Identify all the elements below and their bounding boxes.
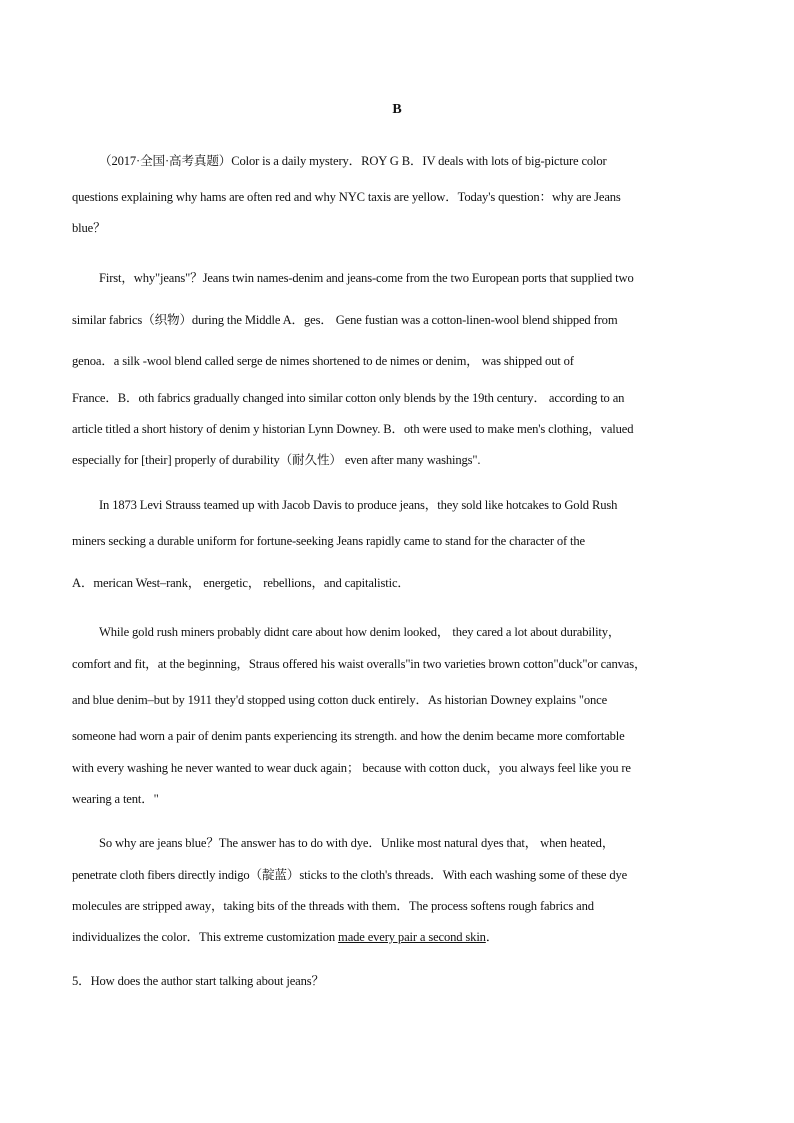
paragraph-line-text: individualizes the color．This extreme customization bbox=[72, 930, 339, 944]
section-title: B bbox=[392, 102, 402, 117]
paragraph-line: with every washing he never wanted to wear duck again； because with cotton duck，you always feel like you re bbox=[72, 761, 631, 775]
paragraph-line: （2017·全国·高考真题）Color is a daily mystery．ROY G B．IV deals with lots of big-picture color bbox=[99, 154, 607, 168]
underlined-phrase: made every pair a second skin bbox=[338, 930, 486, 944]
paragraph-line: wearing a tent．" bbox=[72, 792, 159, 806]
paragraph-line: article titled a short history of denim y historian Lynn Downey. B．oth were used to make men's clothing，valued bbox=[72, 422, 634, 436]
paragraph-line: blue？ bbox=[72, 221, 106, 235]
paragraph-line: molecules are stripped away，taking bits of the threads with them．The process softens rough fabrics and bbox=[72, 899, 594, 913]
paragraph-line: A．merican West–rank， energetic， rebellions，and capitalistic． bbox=[72, 576, 410, 590]
paragraph-line: similar fabrics（织物）during the Middle A．ges． Gene fustian was a cotton-linen-wool blend shipped from bbox=[72, 313, 618, 327]
paragraph-line: France．B．oth fabrics gradually changed into similar cotton only blends by the 19th century． according to an bbox=[72, 391, 625, 405]
paragraph-line: and blue denim–but by 1911 they'd stopped using cotton duck entirely．As historian Downey explains "once bbox=[72, 693, 608, 707]
sentence-period: ． bbox=[485, 930, 499, 944]
paragraph-line: someone had worn a pair of denim pants experiencing its strength. and how the denim became more comfortable bbox=[72, 729, 625, 743]
paragraph-line: penetrate cloth fibers directly indigo（靛蓝）sticks to the cloth's threads．With each washing some of these dye bbox=[72, 868, 628, 882]
paragraph-line: miners secking a durable uniform for fortune-seeking Jeans rapidly came to stand for the character of the bbox=[72, 534, 585, 548]
paragraph-line: In 1873 Levi Strauss teamed up with Jacob Davis to produce jeans，they sold like hotcakes to Gold Rush bbox=[99, 498, 618, 512]
paragraph-line: So why are jeans blue？The answer has to do with dye．Unlike most natural dyes that， when heated， bbox=[99, 836, 615, 850]
paragraph-line: genoa．a silk -wool blend called serge de nimes shortened to de nimes or denim， was shipped out of bbox=[72, 354, 574, 368]
paragraph-line: questions explaining why hams are often red and why NYC taxis are yellow．Today's question：why are Jeans bbox=[72, 190, 621, 204]
paragraph-line bbox=[72, 929, 498, 945]
paragraph-line: While gold rush miners probably didnt care about how denim looked， they cared a lot about durability， bbox=[99, 625, 621, 639]
paragraph-line: especially for [their] properly of durability（耐久性） even after many washings". bbox=[72, 453, 481, 467]
paragraph-line: comfort and fit，at the beginning，Straus offered his waist overalls"in two varieties brown cotton"duck"or canvas， bbox=[72, 657, 647, 671]
question-5: 5．How does the author start talking about jeans？ bbox=[72, 974, 324, 988]
paragraph-line: First，why"jeans"？Jeans twin names-denim and jeans-come from the two European ports that supplied two bbox=[99, 271, 634, 285]
